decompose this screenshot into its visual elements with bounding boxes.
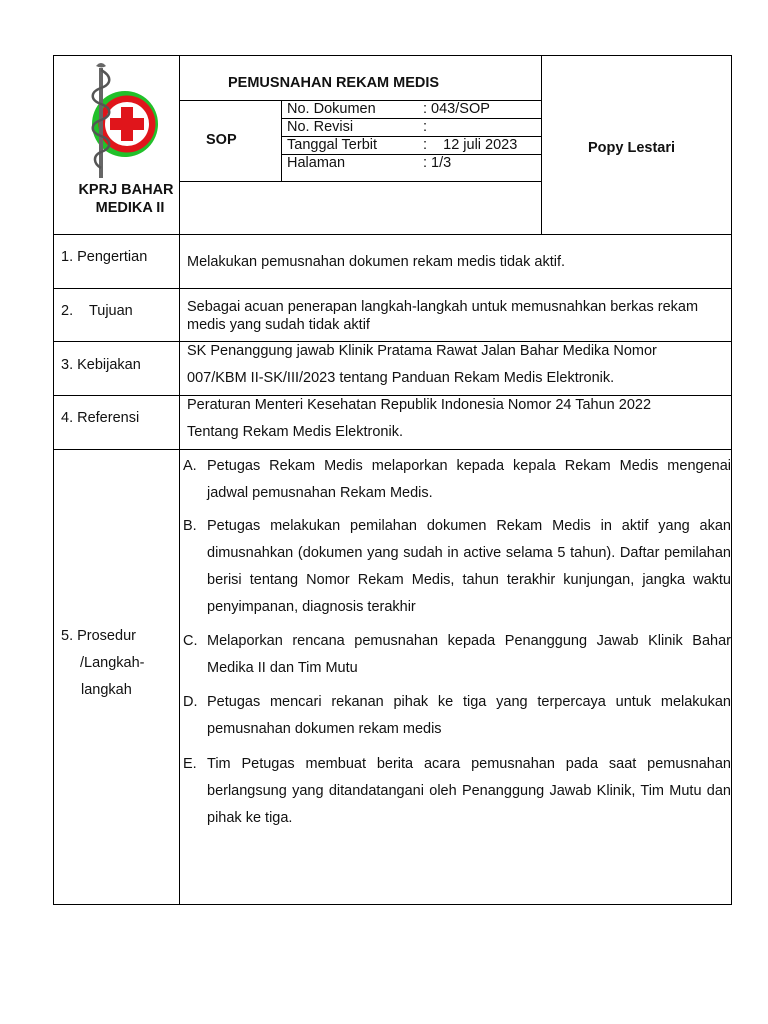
prosedur-label-line2: /Langkah- — [80, 655, 145, 671]
section-label-kebijakan: 3. Kebijakan — [61, 357, 141, 373]
section-label-tujuan: 2. Tujuan — [61, 303, 133, 319]
section-label-referensi: 4. Referensi — [61, 410, 140, 426]
signatory-divider — [541, 55, 542, 234]
doc-info-divider — [281, 100, 282, 182]
signatory-name: Popy Lestari — [588, 140, 676, 156]
tujuan-text-line2: medis yang sudah tidak aktif — [187, 317, 370, 333]
step-text: Petugas melakukan pemilahan dokumen Rekam Medis in aktif yang akan dimusnahkan (dokumen yang sudah in active selama 5 tahun). Daftar pemilahan berisi tentang Nomor Rekam Medis, tahun terakhir kunjungan, jangka waktu penyimpanan, diagnosis terakhir — [207, 518, 731, 615]
pengertian-text: Melakukan pemusnahan dokumen rekam medis tidak aktif. — [187, 254, 565, 270]
referensi-text-line2: Tentang Rekam Medis Elektronik. — [187, 424, 403, 440]
prosedur-label-line3: langkah — [81, 682, 132, 698]
document-title: PEMUSNAHAN REKAM MEDIS — [228, 75, 440, 91]
procedure-step-c — [183, 628, 731, 682]
step-text: Melaporkan rencana pemusnahan kepada Penanggung Jawab Klinik Bahar Medika II dan Tim Mutu — [207, 633, 731, 676]
step-letter: C. — [183, 633, 198, 649]
doc-number-label: No. Dokumen — [287, 101, 376, 117]
step-text: Tim Petugas membuat berita acara pemusnahan pada saat pemusnahan berlangsung yang ditandatangani oleh Penanggung Jawab Klinik, Tim Mutu dan pihak ke tiga. — [207, 756, 731, 826]
table-border-left — [53, 55, 54, 905]
row-divider — [53, 288, 732, 289]
row-divider — [53, 234, 732, 235]
table-border-right — [731, 55, 732, 905]
procedure-step-a — [183, 453, 731, 507]
header-info-rule — [179, 181, 541, 182]
step-letter: A. — [183, 458, 197, 474]
procedure-step-d — [183, 689, 731, 743]
section-label-pengertian: 1. Pengertian — [61, 249, 148, 265]
issue-date-value: : 12 juli 2023 — [423, 137, 518, 153]
prosedur-label-line1: 5. Prosedur — [61, 628, 136, 644]
issue-date-label: Tanggal Terbit — [287, 137, 378, 153]
org-name-line2: MEDIKA II — [95, 200, 165, 216]
kebijakan-text-line1: SK Penanggung jawab Klinik Pratama Rawat Jalan Bahar Medika Nomor — [187, 343, 657, 359]
section-label-prosedur — [61, 623, 145, 704]
table-border-top — [53, 55, 732, 56]
step-text: Petugas Rekam Medis melaporkan kepada kepala Rekam Medis mengenai jadwal pemusnahan Rekam Medis. — [207, 458, 731, 501]
revision-value: : — [423, 119, 428, 135]
row-divider — [53, 449, 732, 450]
org-name-line1: KPRJ BAHAR — [78, 182, 174, 198]
procedure-step-e — [183, 751, 731, 832]
revision-label: No. Revisi — [287, 119, 354, 135]
step-text: Petugas mencari rekanan pihak ke tiga yang terpercaya untuk melakukan pemusnahan dokumen rekam medis — [207, 694, 731, 737]
org-name — [76, 181, 176, 217]
red-cross-caduceus-icon — [68, 58, 168, 183]
sop-label: SOP — [206, 132, 237, 148]
procedure-step-b — [183, 513, 731, 621]
referensi-text-line1: Peraturan Menteri Kesehatan Republik Indonesia Nomor 24 Tahun 2022 — [187, 397, 652, 413]
step-letter: E. — [183, 756, 197, 772]
page-value: : 1/3 — [423, 155, 452, 171]
step-letter: B. — [183, 518, 197, 534]
step-letter: D. — [183, 694, 198, 710]
column-divider — [179, 55, 180, 905]
kebijakan-text-line2: 007/KBM II-SK/III/2023 tentang Panduan Rekam Medis Elektronik. — [187, 370, 615, 386]
table-border-bottom — [53, 904, 732, 905]
tujuan-text-line1: Sebagai acuan penerapan langkah-langkah untuk memusnahkan berkas rekam — [187, 299, 699, 315]
page-label: Halaman — [287, 155, 346, 171]
doc-number-value: : 043/SOP — [423, 101, 490, 117]
